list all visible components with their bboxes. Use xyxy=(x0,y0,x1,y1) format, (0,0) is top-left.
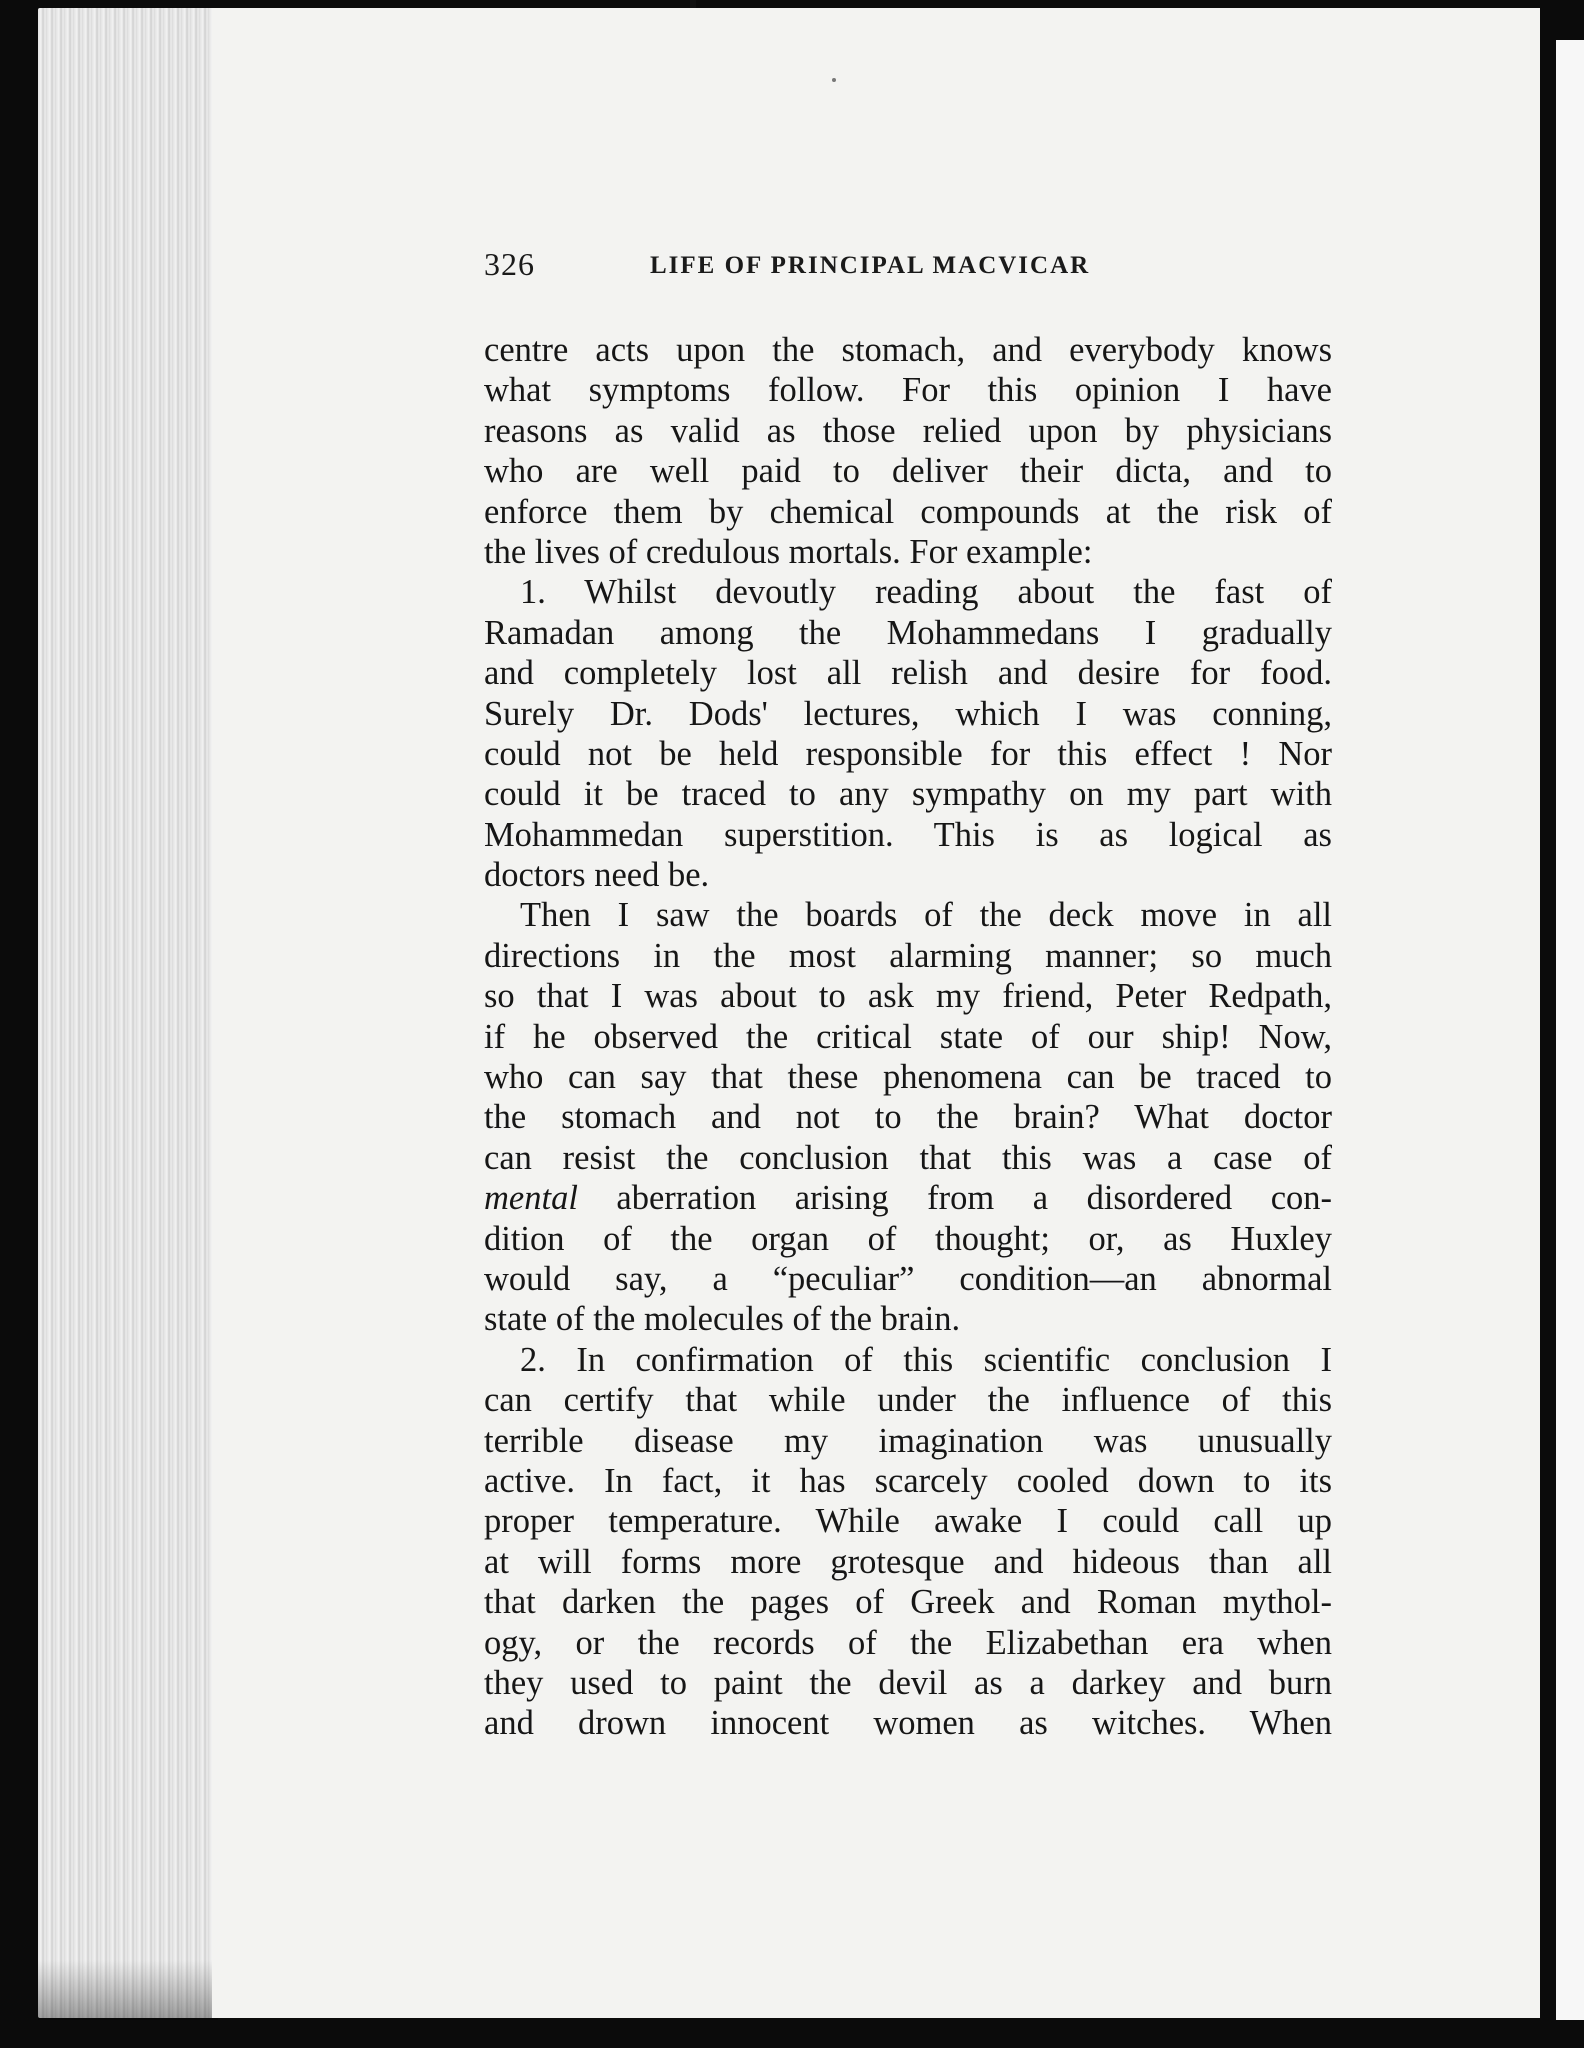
facing-page-edge xyxy=(1556,40,1584,2020)
text-line: the lives of credulous mortals. For example: xyxy=(484,532,1093,571)
text-line: proper temperature. While awake I could call up xyxy=(484,1502,1332,1541)
text-line: Mohammedan superstition. This is as logical as xyxy=(484,815,1332,854)
text-line: active. In fact, it has scarcely cooled down to its xyxy=(484,1461,1332,1500)
running-head xyxy=(484,246,1344,296)
text-line: 2. In confirmation of this scientific conclusion I xyxy=(520,1340,1332,1379)
book-page-edges xyxy=(38,8,218,2018)
text-line: centre acts upon the stomach, and everybody knows xyxy=(484,331,1332,369)
text-line: and drown innocent women as witches. When xyxy=(484,1704,1332,1743)
text-line: could not be held responsible for this effect ! Nor xyxy=(484,734,1332,773)
text-line: if he observed the critical state of our ship! Now, xyxy=(484,1017,1332,1056)
text-line: Surely Dr. Dods' lectures, which I was conning, xyxy=(484,694,1332,733)
text-line: would say, a “peculiar” condition—an abnormal xyxy=(484,1259,1332,1298)
text-line: terrible disease my imagination was unusually xyxy=(484,1421,1332,1460)
text-line: ogy, or the records of the Elizabethan era when xyxy=(484,1623,1332,1662)
text-line: at will forms more grotesque and hideous than all xyxy=(484,1542,1332,1581)
running-title: LIFE OF PRINCIPAL MACVICAR xyxy=(650,252,1091,279)
text-line: directions in the most alarming manner; so much xyxy=(484,936,1332,975)
text-line-with-italic xyxy=(484,1178,1332,1218)
text-line: can certify that while under the influence of this xyxy=(484,1381,1332,1420)
text-line: Ramadan among the Mohammedans I gradually xyxy=(484,613,1332,652)
text-line: so that I was about to ask my friend, Peter Redpath, xyxy=(484,977,1332,1016)
text-line: Then I saw the boards of the deck move in all xyxy=(520,896,1332,935)
text-line: dition of the organ of thought; or, as Huxley xyxy=(484,1219,1332,1258)
text-line: enforce them by chemical compounds at the risk of xyxy=(484,492,1332,531)
text-line: who are well paid to deliver their dicta, and to xyxy=(484,452,1332,491)
text-line: can resist the conclusion that this was a case of xyxy=(484,1138,1332,1177)
text-line: and completely lost all relish and desire for food. xyxy=(484,654,1332,693)
page-edges-shadow xyxy=(38,1960,218,2020)
text-line: 1. Whilst devoutly reading about the fast of xyxy=(520,573,1332,612)
text-line: state of the molecules of the brain. xyxy=(484,1300,961,1339)
paper-speck xyxy=(832,78,836,82)
text-line: they used to paint the devil as a darkey and burn xyxy=(484,1663,1332,1702)
text-line-rest: aberration arising from a disordered con- xyxy=(616,1179,1332,1218)
italic-word: mental xyxy=(484,1179,578,1218)
page-number: 326 xyxy=(484,246,535,282)
text-line: the stomach and not to the brain? What doctor xyxy=(484,1098,1332,1137)
body-text xyxy=(484,330,1332,1744)
text-line: doctors need be. xyxy=(484,856,710,895)
text-line: that darken the pages of Greek and Roman mythol- xyxy=(484,1583,1332,1622)
text-line: reasons as valid as those relied upon by physicians xyxy=(484,411,1332,450)
text-line: who can say that these phenomena can be traced to xyxy=(484,1058,1332,1097)
text-line: what symptoms follow. For this opinion I have xyxy=(484,371,1332,410)
text-line: could it be traced to any sympathy on my part with xyxy=(484,775,1332,814)
